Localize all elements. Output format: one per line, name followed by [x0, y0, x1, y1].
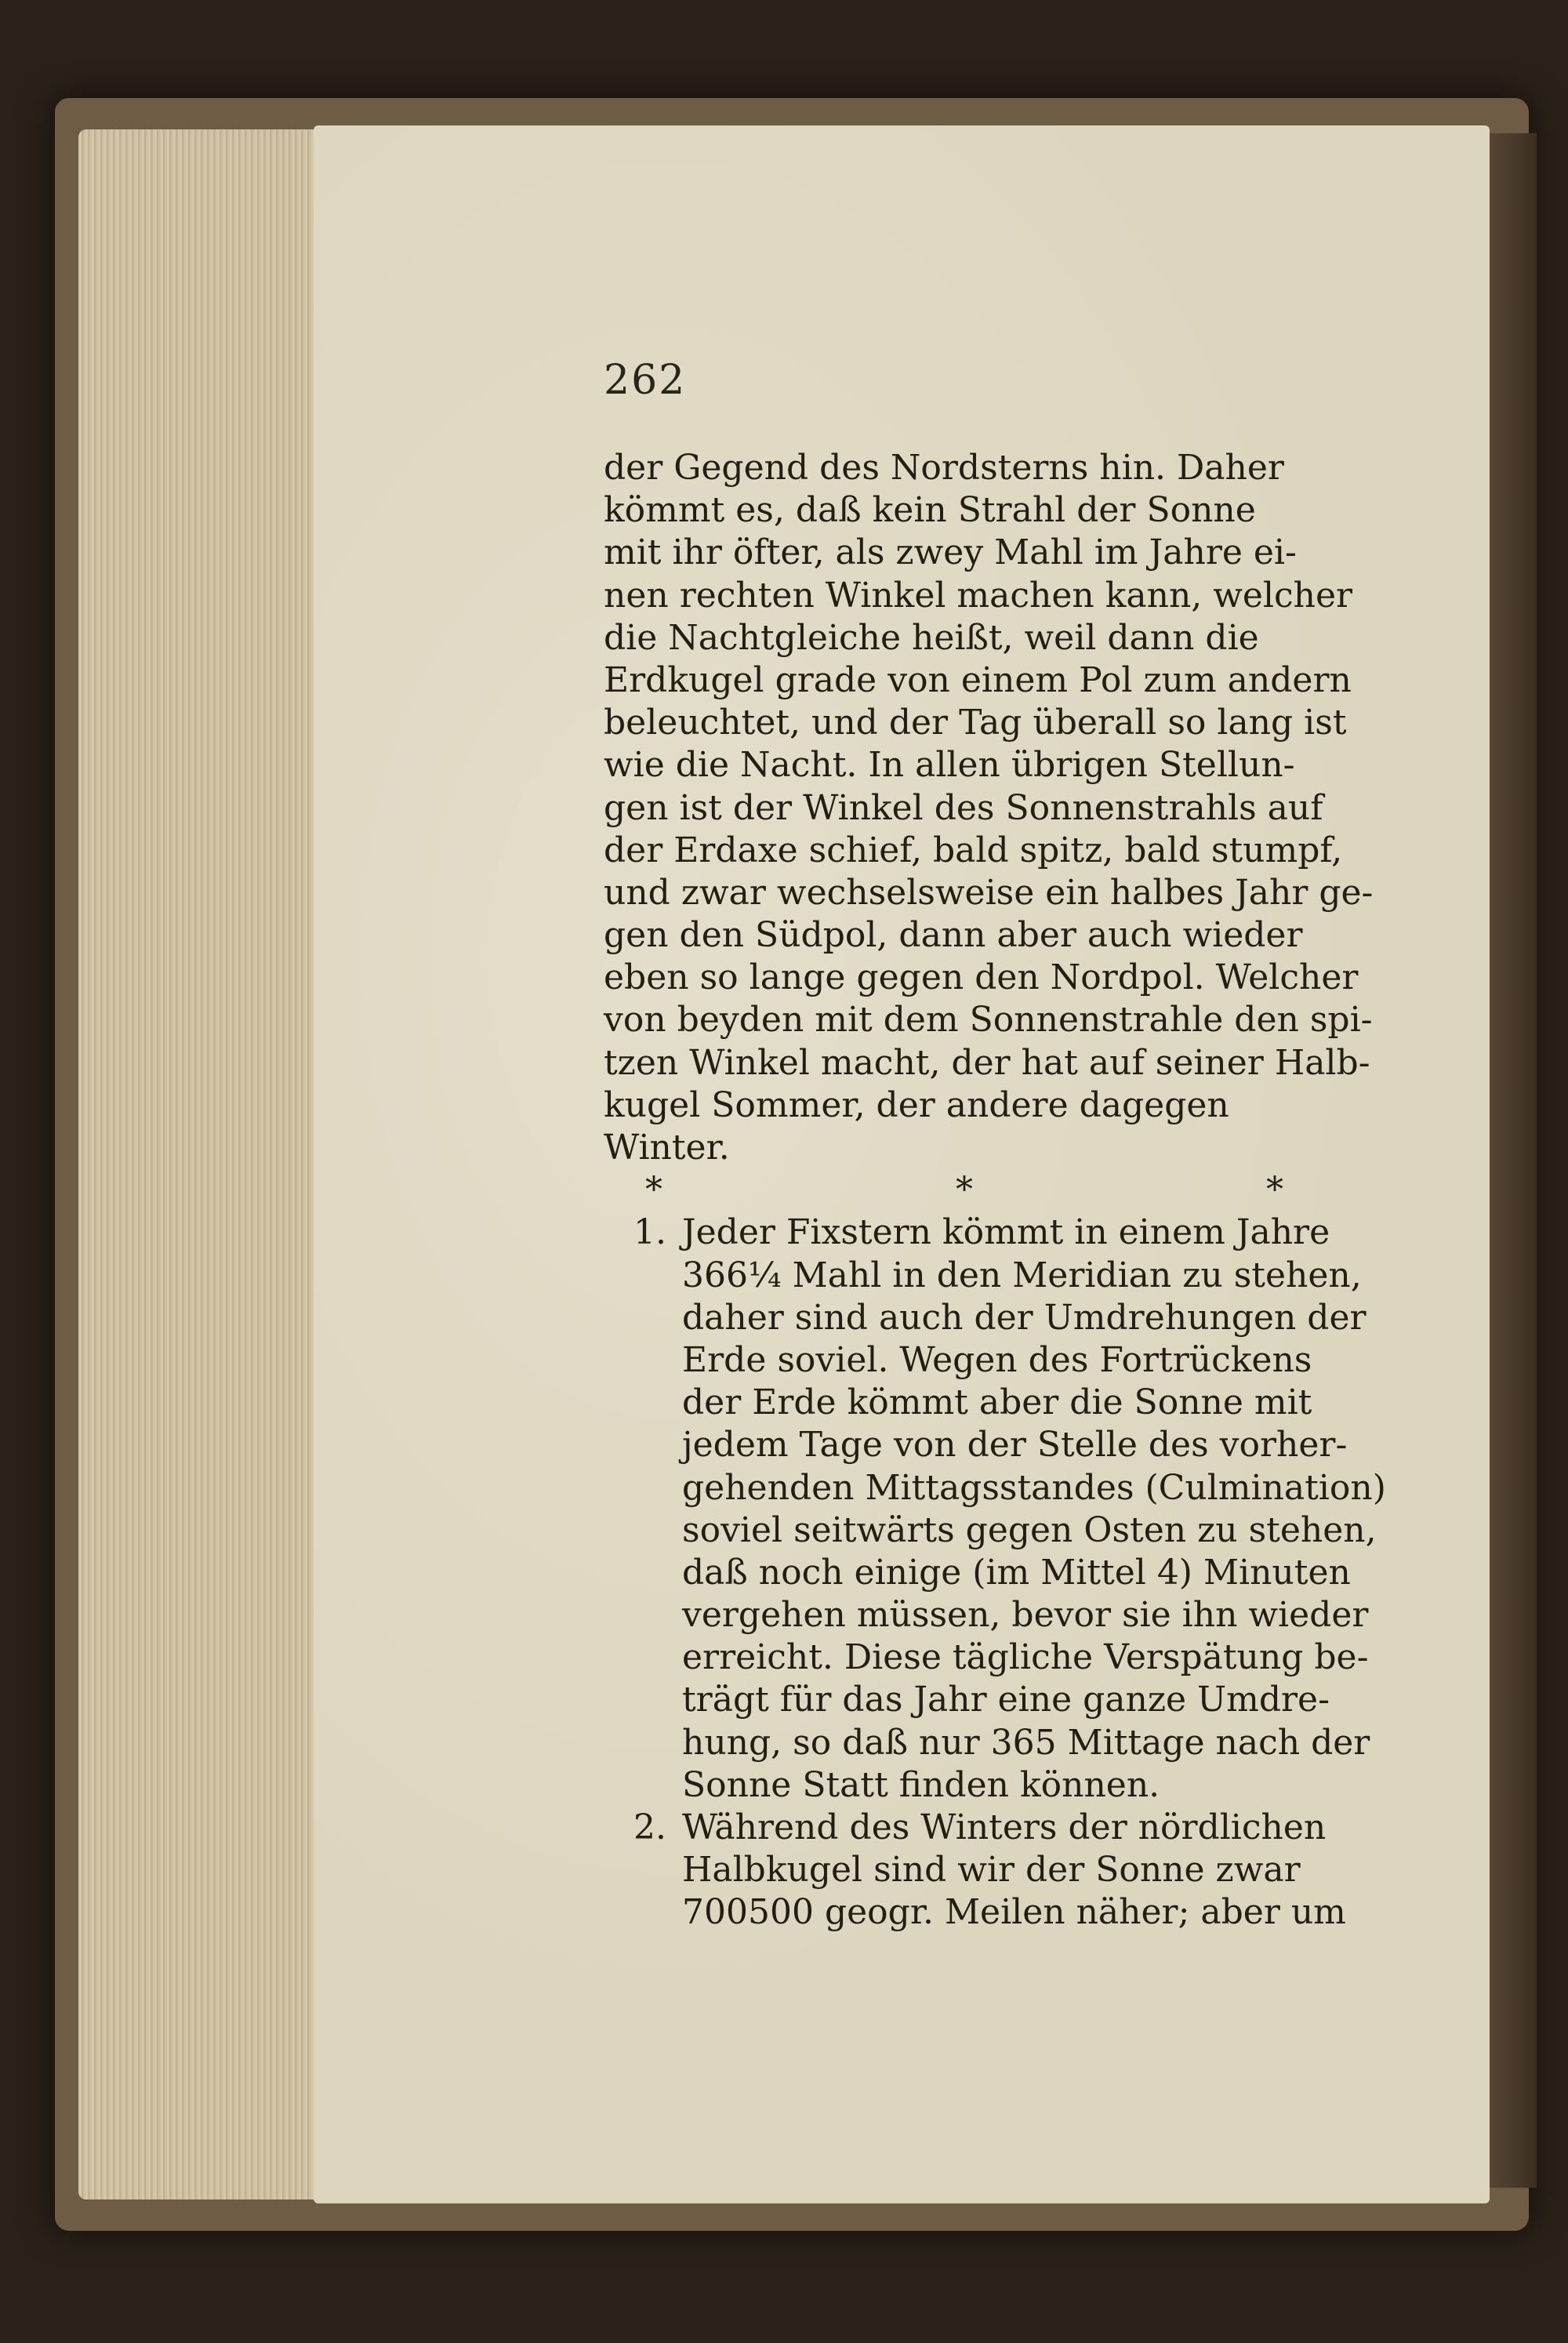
text-line: Winter. — [604, 1128, 730, 1168]
text-line: jedem Tage von der Stelle des vorher- — [682, 1425, 1348, 1466]
text-line: die Nachtgleiche heißt, weil dann die — [604, 617, 1259, 658]
text-line: soviel seitwärts gegen Osten zu stehen, — [682, 1509, 1377, 1550]
text-line: der Gegend des Nordsterns hin. Daher — [604, 448, 1284, 488]
text-line: Erdkugel grade von einem Pol zum andern — [604, 659, 1352, 700]
text-line: gen den Südpol, dann aber auch wieder — [604, 915, 1303, 956]
text-line: mit ihr öfter, als zwey Mahl im Jahre ei- — [604, 532, 1297, 573]
numbered-item-2 — [604, 1807, 1435, 1934]
text-line: eben so lange gegen den Nordpol. Welcher — [604, 957, 1359, 998]
text-line: 366¼ Mahl in den Meridian zu stehen, — [682, 1255, 1362, 1295]
text-line: der Erdaxe schief, bald spitz, bald stumpf, — [604, 830, 1343, 870]
text-line: vergehen müssen, bevor sie ihn wieder — [682, 1595, 1369, 1636]
item-number: 1. — [633, 1212, 666, 1253]
paragraph — [604, 447, 1435, 1169]
text-line: kömmt es, daß kein Strahl der Sonne — [604, 490, 1256, 531]
text-line — [604, 1807, 1435, 1849]
text-line: erreicht. Diese tägliche Verspätung be- — [682, 1637, 1369, 1678]
text-line: Sonne Statt finden können. — [682, 1764, 1160, 1805]
numbered-item-1 — [604, 1211, 1435, 1807]
text-line: der Erde kömmt aber die Sonne mit — [682, 1382, 1312, 1423]
text-line: gehenden Mittagsstandes (Culmination) — [682, 1467, 1386, 1508]
text-line: daß noch einige (im Mittel 4) Minuten — [682, 1552, 1351, 1593]
facing-page-edge — [1482, 133, 1537, 2188]
text-line: daher sind auch der Umdrehungen der — [682, 1297, 1367, 1338]
text-line: hung, so daß nur 365 Mittage nach der — [682, 1722, 1370, 1763]
section-separator: * * * — [645, 1170, 1425, 1211]
page-edges — [78, 129, 329, 2200]
text-line: wie die Nacht. In allen übrigen Stellun- — [604, 745, 1295, 786]
text-line: Erde soviel. Wegen des Fortrückens — [682, 1339, 1312, 1380]
text-line: kugel Sommer, der andere dagegen — [604, 1084, 1229, 1125]
page-text — [604, 447, 1435, 1934]
text-line: tzen Winkel macht, der hat auf seiner Halb- — [604, 1042, 1370, 1083]
text-line: von beyden mit dem Sonnenstrahle den spi- — [604, 1000, 1373, 1041]
text-line: und zwar wechselsweise ein halbes Jahr ge- — [604, 872, 1374, 913]
text-line: Halbkugel sind wir der Sonne zwar — [682, 1850, 1301, 1891]
text-line: beleuchtet, und der Tag überall so lang ist — [604, 703, 1347, 743]
item-line-text: Während des Winters der nördlichen — [682, 1807, 1327, 1847]
text-line: trägt für das Jahr eine ganze Umdre- — [682, 1680, 1330, 1720]
text-line: gen ist der Winkel des Sonnenstrahls auf — [604, 787, 1323, 828]
text-line: 700500 geogr. Meilen näher; aber um — [682, 1892, 1346, 1933]
text-line — [604, 1211, 1435, 1254]
item-line-text: Jeder Fixstern kömmt in einem Jahre — [682, 1212, 1330, 1253]
page-number: 262 — [604, 357, 687, 404]
item-number: 2. — [633, 1807, 666, 1847]
text-line: nen rechten Winkel machen kann, welcher — [604, 575, 1353, 616]
